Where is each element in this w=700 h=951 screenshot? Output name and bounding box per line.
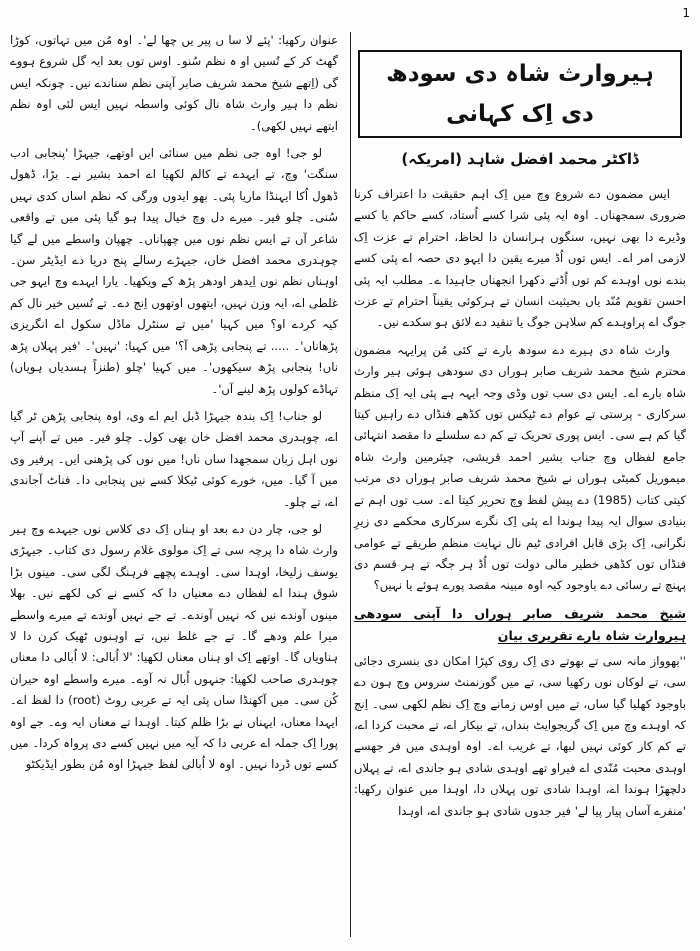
article-title: ہیروارث شاہ دی سودھ دی اِک کہانی: [358, 50, 682, 138]
paragraph: وارث شاہ دی ہیرے دے سودھ بارے تے کئی مُن پرایہہ مضمون محترم شیخ محمد شریف صابر ہوراں دی سودھی ہوئی ہیر وارث شاہ بارے اے۔ ایس دی سب توں وڈی وجہ ایہہ ہے پئی ایہ اِک منظم سرکاری - پرستی تے عوام دے ٹیکس توں کڈھے فنڈاں دے راہیں کیتا گیا کم ہے سی۔ ایس پوری تحریک تے کم دے سلسلے دا مقصد انتہائی جامع لفظاں وچ جناب بشیر احمد قریشی، چیئرمین وارث شاہ میموریل کمیٹی ہوراں نے شیخ محمد شریف صابر ہوراں دی مرتب کیتی کتاب (1985) دے پیش لفظ وچ تحریر کیتا اے۔ سب توں اہم تے بنیادی سوال ایہ پیدا ہوندا اے پئی اِک نگرے سرکاری محکمے دی زیرِ نگرانی، اِک بڑی قابل افرادی ٹیم نال نہایت منظم طریقے تے عوامی فنڈاں توں کڈھی خطیر مالی دولت توں اُڈ ہر جگہ تے ہر قسم دی پہنچ تے رسائی دے باوجود کیہ اوہ مبینہ مقصد پورے ہوئے یا نہیں؟: [354, 342, 686, 593]
author-line: ڈاکٹر محمد افضل شاہد (امریکہ): [401, 150, 639, 168]
paragraph: ''بھوواز مانہ سی تے بھوتے دی اِک روی کپڑا امکان دی بنسری دجائی سی، تے لوکاں نوں رکھیا سی، تے میں گورنمنٹ سروس وچ ہون دے باوجود کھلیا گیا ساں، تے میں اوس زمانے وچ اِک نظم لکھی سی۔ اِنج کہ اوہدے وچ میں اِک گریجوایٹ بنداں، تے بیکار اے، تے محبت کردا اے، تے کم کار کوئی نہیں لبھا، تے غریب اے۔ اوہ اوہدی میں فر جھسے اوہدی محبت مُنّدی اے فیراو تھے اوہدی شادی ہو جاندی اے، تے پہلاں دلچھڑا ہوندا اے، اوہدا شادی توں پہلاں دا، اوہدا میں عنوان رکھیا: 'منفرے آساں پیار پیا لے' فیر جدوں شادی ہو جاندی اے، اوہدا: [354, 653, 686, 818]
paragraph: لو جناب! اِک بندہ جیہڑا ڈبل ایم اے وی، اوہ پنجابی پڑھن ٹر گیا اے، چوہدری محمد افضل خان بھی کول۔ چلو فیر۔ میں تے آپنے آپ نوں اہل زبان سمجھدا ساں ناں! میں نوں کی پڑھنی ایں۔ پرفیر وی میں آ گیا۔ میں، خورے کوئی ٹیکلا کسے نیں پنجابی دا۔ فناٹ آجاندی اے، تے چلو۔: [10, 408, 338, 509]
paragraph: ایس مضمون دے شروع وچ میں اِک اہم حقیقت دا اعتراف کرنا ضروری سمجھناں۔ اوہ ایہ پئی شرا کسے اُستاد، کسے حاکم یا کسے وڈیرے دا بھی نہیں، سنگوں ہرانسان دا لحاظ، احترام تے عزت اِک لازمی امر اے۔ ایس توں اُڈ میرے یقین دا ایہو دی حصہ اے پئی کسے بندے نوں اوہدے کم توں اُڈتے دکھرا انجھناں جاہیدا ے۔ مطلب ایہ پئی احسن تقویم مُنّد یاں بحیثیت انسان تے ہرکوئی یقیناً احترام تے عزت جوگ اے پراوہدے کم سلاہن جوگ یا تنقید دے لائق ہو سکدے نیں۔: [354, 187, 686, 330]
paragraph: عنوان رکھیا: 'پئے لا سا ں پیر یں چھا لے'۔ اوہ مُن میں تہاتوں، کوڑا گھٹ کر کے تُسیں او ہ نظم سُنو۔ اوس توں بعد ایہ گل شروع ہووے گی (اِتھے شیخ محمد شریف صابر آپنی نظم سناندے نیں۔ چونکہ ایس نظم دا ہیر وارث شاہ نال کوئی واسطہ نہیں ایس لئی اوہ نظم ایتھے نہیں لکھی)۔: [10, 33, 338, 133]
section-heading: شیخ محمد شریف صابر ہوراں دا آپنی سودھی ہیروارث شاہ بارے تقریری بیان: [354, 605, 686, 643]
paragraph: لو جی، چار دن دے بعد او ہناں اِک دی کلاس نوں جیہدے وچ ہیر وارث شاہ دا پرچہ سی تے اِک مولوی غلام رسول دی کتاب۔ جیہڑی یوسف زلیخا، اوہدا سی۔ اوہدے پچھے فرہنگ لگی سی۔ مینوں بڑا شوق ہندا اے لفظاں دے معنیاں دا کہ کسے نے کی لکھے نیں۔ بھلا مینوں آوندے نیں کہ نہیں آوندے۔ تے جے نہیں آوندے تے میرے واسطے میرا علم ودھے گا۔ تے جے غلط نیں، تے اوہنوں ٹھیک کرن دا لا ہناویاں گا۔ اوتھے اِک او ہناں معناں لکھیا: 'لا اُبالی: لا اُبالی دا معناں چوہدری صاحب لکھیا: جنہوں اُبال نہ آوے۔ میرے واسطے اوہ حیران کُن سی۔ میں آکھنڈا ساں پئی ایہ تے عربی روٹ (root) دا لفظ اے۔ ایہدا معناں، ایہناں نے بڑا ظلم کیتا۔ اوہدا تے معناں ایہ وے۔ جے اوہ پورا اِک جملہ اے عربی دا کہ آیہ میں نہیں کسے دی پرواہ کردا۔ میں کسے توں ڈردا نہیں۔ اوہ لا اُبالی لفظ جیہڑا اوہ مُن بطور ایڈیکٹو: [10, 521, 338, 772]
right-column: [354, 30, 686, 828]
paragraph: لو جی! اوہ جی نظم میں سنائی ایں اوتھے، جیہڑا 'پنجابی ادب سنگت' وچ، تے ایہدے تے کالم لکھیا اے احمد بشیر نے۔ بڑا، ڈھول ڈھول اُکا ایہنڈا ماریا پئی۔ بھو ایدوں ورگی کہ نظم اساں کدی نہیں سُنی۔ چلو فیر۔ میرے دل وچ خیال پیدا ہو گیا پئی میں تے واقعی شاعر آں تے ایس نظم نوں میں چھپاناں۔ چھپان واسطے میں لے گیا چوہدری محمد افضل خاں، جیہڑے رسالے پنج دریا دے ایڈیٹر سن۔ اوہناں نظم نوں اِیدھر اودھر پڑھ کے ویکھیا۔ یارا ایہدے وچ ایہو جی غلطی اے، ایہ وزن نہیں، ایتھوں اوتھوں اِنج دے۔ تے تُسیں خیر نال کم کیہ کردے او؟ میں کہیا 'میں تے سنٹرل ماڈل سکول اے انگریزی پڑھاناں'۔ ..... تے پنجابی پڑھی آ؟' میں کہیا: 'نہیں'۔ 'فیر پہلاں پڑھ ناں! پنجابی پڑھ سیکھوں'۔ میں کہیا 'چلو (طنزاً ہسدیاں ہویاں) تہاڈے کولوں پڑھ لینے آں'۔: [10, 146, 338, 396]
column-divider: [350, 32, 351, 937]
page-number: 1: [682, 6, 690, 20]
left-column: [10, 30, 338, 782]
